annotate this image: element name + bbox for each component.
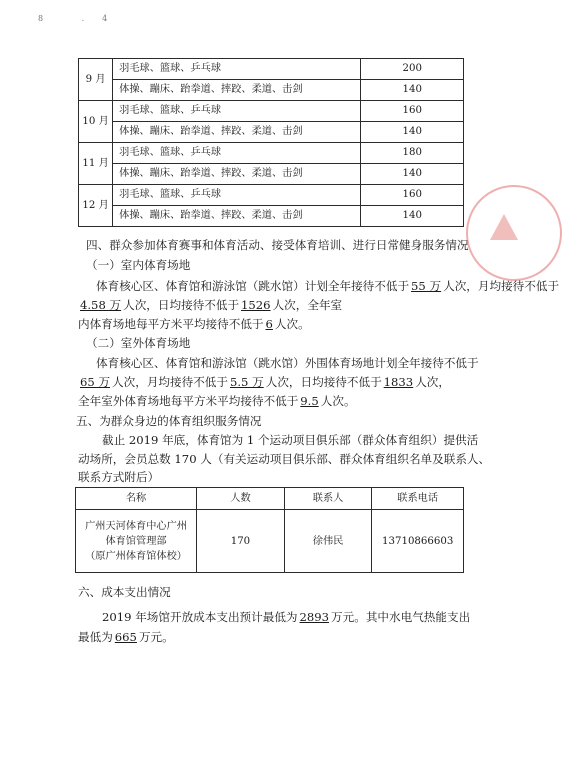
page-corner-marks: 8 .4 [38,14,126,23]
schedule-row [79,185,464,206]
schedule-row [79,143,464,164]
visitor-count-cell: 200 [361,59,464,80]
sports-items-cell: 羽毛球、篮球、乒乓球 [113,59,361,80]
indoor-annual-value: 55 万 [411,279,442,293]
schedule-row [79,206,464,227]
indoor-paragraph-line2: 4.58 万 人次，日均接待不低于 1526 人次，全年室 [80,298,343,312]
section4-heading: 四、群众参加体育赛事和体育活动、接受体育培训、进行日常健身服务情况 [86,238,469,252]
visitor-count-cell: 140 [361,206,464,227]
sports-items-cell: 羽毛球、篮球、乒乓球 [113,143,361,164]
visitor-count-cell: 140 [361,80,464,101]
col-header-count: 人数 [197,488,285,510]
sports-items-cell: 体操、蹦床、跆拳道、摔跤、柔道、击剑 [113,206,361,227]
indoor-sqm-value: 6 [265,317,273,331]
month-cell: 11 月 [79,143,113,185]
sports-items-cell: 体操、蹦床、跆拳道、摔跤、柔道、击剑 [113,80,361,101]
org-count-cell: 170 [197,510,285,573]
org-contact-cell: 徐伟民 [284,510,372,573]
section5-paragraph-line2: 动场所，会员总数 170 人（有关运动项目俱乐部、群众体育组织名单及联系人、 [78,452,491,466]
monthly-schedule-table [78,58,464,227]
indoor-paragraph-line1: 体育核心区、体育馆和游泳馆（跳水馆）计划全年接待不低于 55 万 人次，月均接待不低于 [96,279,560,293]
outdoor-annual-value: 65 万 [80,375,111,389]
col-header-contact: 联系人 [284,488,372,510]
sports-items-cell: 体操、蹦床、跆拳道、摔跤、柔道、击剑 [113,164,361,185]
col-header-phone: 联系电话 [372,488,464,510]
outdoor-sqm-value: 9.5 [300,394,319,408]
section5-heading: 五、为群众身边的体育组织服务情况 [76,414,262,428]
section6-paragraph-line2: 最低为 665 万元。 [78,630,174,644]
section6-paragraph-line1: 2019 年场馆开放成本支出预计最低为 2893 万元。其中水电气热能支出 [102,610,471,624]
schedule-row [79,164,464,185]
section6-heading: 六、成本支出情况 [78,585,171,599]
section5-paragraph-line3: 联系方式附后） [78,470,160,484]
indoor-daily-value: 1526 [241,298,271,312]
outdoor-monthly-value: 5.5 万 [230,375,264,389]
indoor-monthly-value: 4.58 万 [80,298,122,312]
org-phone-cell: 13710866603 [372,510,464,573]
energy-cost-value: 665 [114,630,137,644]
outdoor-paragraph-line3: 全年室外体育场地每平方米平均接待不低于 9.5 人次。 [78,394,356,408]
schedule-row [79,59,464,80]
month-cell: 9 月 [79,59,113,101]
sports-items-cell: 羽毛球、篮球、乒乓球 [113,185,361,206]
indoor-paragraph-line3: 内体育场地每平方米平均接待不低于 6 人次。 [78,317,310,331]
visitor-count-cell: 160 [361,185,464,206]
outdoor-daily-value: 1833 [383,375,414,389]
visitor-count-cell: 160 [361,101,464,122]
schedule-row [79,101,464,122]
month-cell: 10 月 [79,101,113,143]
outdoor-paragraph-line2: 65 万 人次，月均接待不低于 5.5 万 人次，日均接待不低于 1833 人次， [80,375,450,389]
section5-paragraph-line1: 截止 2019 年底，体育馆为 1 个运动项目俱乐部（群众体育组织）提供活 [102,433,479,447]
visitor-count-cell: 140 [361,122,464,143]
sports-items-cell: 体操、蹦床、跆拳道、摔跤、柔道、击剑 [113,122,361,143]
visitor-count-cell: 180 [361,143,464,164]
sports-items-cell: 羽毛球、篮球、乒乓球 [113,101,361,122]
organization-table [75,487,464,573]
indoor-heading: （一）室内体育场地 [86,258,191,272]
org-name-cell: 广州天河体育中心广州 体育馆管理部 （原广州体育馆体校） [76,510,197,573]
visitor-count-cell: 140 [361,164,464,185]
month-cell: 12 月 [79,185,113,227]
outdoor-paragraph-line1: 体育核心区、体育馆和游泳馆（跳水馆）外围体育场地计划全年接待不低于 [96,356,479,370]
outdoor-heading: （二）室外体育场地 [86,336,191,350]
seal-star-icon [490,214,518,240]
schedule-row [79,122,464,143]
total-cost-value: 2893 [299,610,330,624]
col-header-name: 名称 [76,488,197,510]
schedule-row [79,80,464,101]
